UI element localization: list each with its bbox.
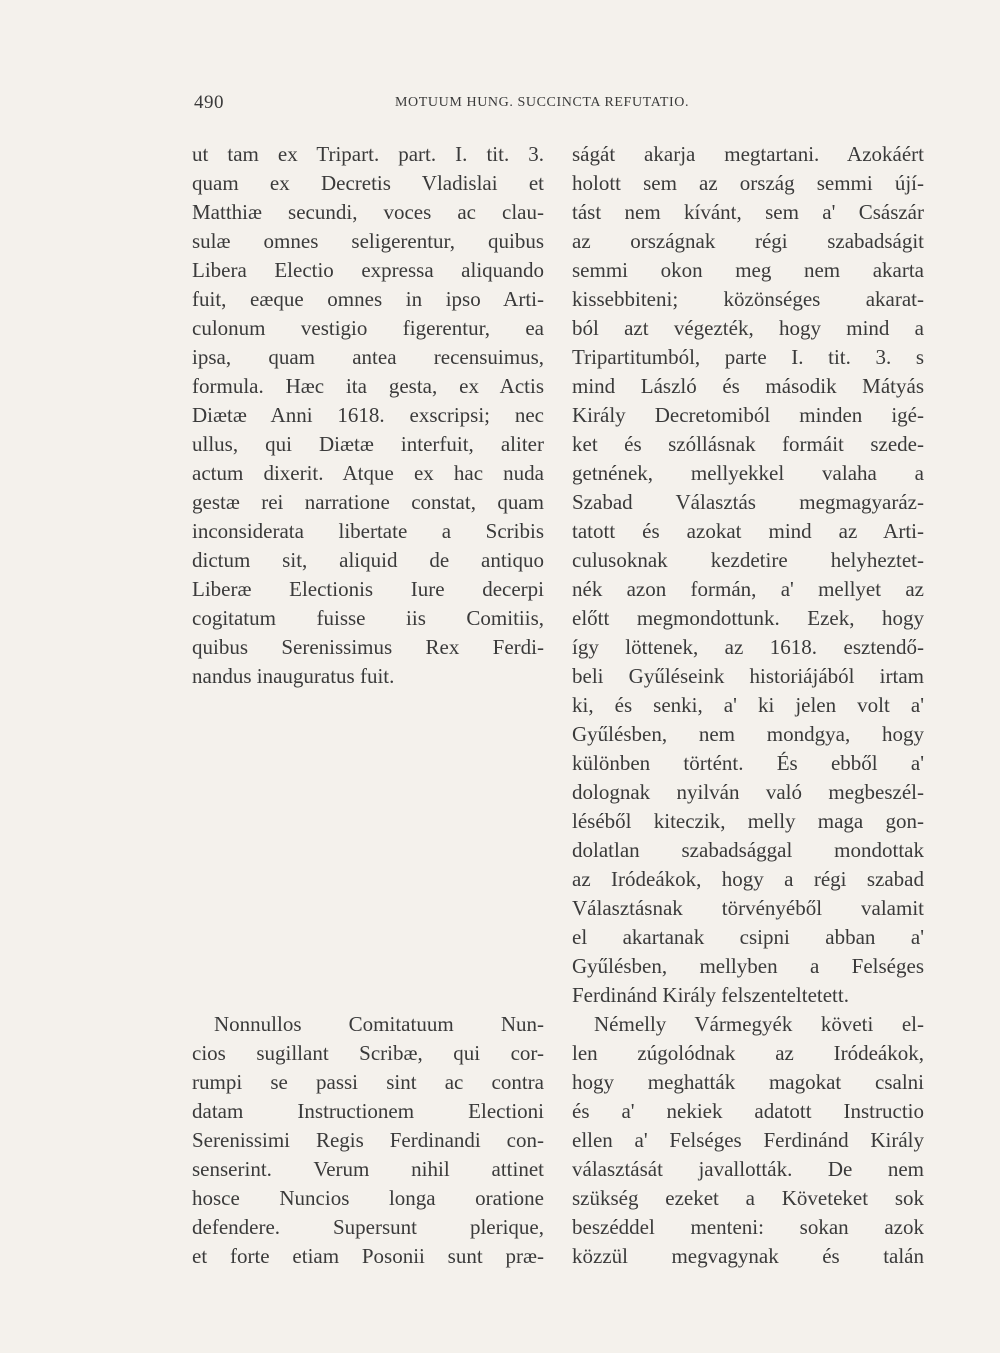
page-number: 490 (194, 92, 224, 113)
text-line: ipsa, quam antea recensuimus, (192, 345, 544, 369)
text-line: ut tam ex Tripart. part. I. tit. 3. (192, 142, 544, 166)
text-line: Matthiæ secundi, voces ac clau- (192, 200, 544, 224)
text-line: dolognak nyilván való megbeszél- (572, 780, 924, 804)
text-line: culonum vestigio figerentur, ea (192, 316, 544, 340)
hungarian-paragraph-1 (572, 140, 924, 1010)
text-line: Gyűlésben, mellyben a Felséges (572, 954, 924, 978)
latin-paragraph-2 (192, 1010, 544, 1271)
text-line: Király Decretomiból minden igé- (572, 403, 924, 427)
text-line: mind László és második Mátyás (572, 374, 924, 398)
text-line: Némelly Vármegyék követi el- (594, 1012, 924, 1036)
text-line: választását javallották. De nem (572, 1157, 924, 1181)
text-line: hogy meghatták magokat csalni (572, 1070, 924, 1094)
text-line: datam Instructionem Electioni (192, 1099, 544, 1123)
text-line: Nonnullos Comitatuum Nun- (214, 1012, 544, 1036)
text-line: ellen a' Felséges Ferdinánd Király (572, 1128, 924, 1152)
text-line: ki, és senki, a' ki jelen volt a' (572, 693, 924, 717)
text-line: holott sem az ország semmi újí- (572, 171, 924, 195)
text-line: az országnak régi szabadságit (572, 229, 924, 253)
text-line: senserint. Verum nihil attinet (192, 1157, 544, 1181)
text-line: ságát akarja megtartani. Azokáért (572, 142, 924, 166)
text-line: Tripartitumból, parte I. tit. 3. s (572, 345, 924, 369)
text-line: és a' nekiek adatott Instructio (572, 1099, 924, 1123)
text-line: léséből kiteczik, melly maga gon- (572, 809, 924, 833)
text-line: semmi okon meg nem akarta (572, 258, 924, 282)
text-line: Liberæ Electionis Iure decerpi (192, 577, 544, 601)
text-line: Serenissimi Regis Ferdinandi con- (192, 1128, 544, 1152)
text-line: beli Gyűléseink historiájából irtam (572, 664, 924, 688)
text-line: len zúgolódnak az Iródeákok, (572, 1041, 924, 1065)
text-line: Szabad Választás megmagyaráz- (572, 490, 924, 514)
text-line: hosce Nuncios longa oratione (192, 1186, 544, 1210)
text-line: nandus inauguratus fuit. (192, 664, 395, 688)
text-line: így löttenek, az 1618. esztendő- (572, 635, 924, 659)
text-line: dictum sit, aliquid de antiquo (192, 548, 544, 572)
text-line: előtt megmondottunk. Ezek, hogy (572, 606, 924, 630)
text-line: quam ex Decretis Vladislai et (192, 171, 544, 195)
hungarian-paragraph-2 (572, 1010, 924, 1271)
latin-column (192, 140, 544, 1271)
text-line: tatott és azokat mind az Arti- (572, 519, 924, 543)
text-line: szükség ezeket a Követeket sok (572, 1186, 924, 1210)
text-line: Libera Electio expressa aliquando (192, 258, 544, 282)
text-line: defendere. Supersunt plerique, (192, 1215, 544, 1239)
text-line: fuit, eæque omnes in ipso Arti- (192, 287, 544, 311)
text-line: getnének, mellyekkel valaha a (572, 461, 924, 485)
text-line: kissebbiteni; közönséges akarat- (572, 287, 924, 311)
text-line: gestæ rei narratione constat, quam (192, 490, 544, 514)
text-line: az Iródeákok, hogy a régi szabad (572, 867, 924, 891)
text-line: cios sugillant Scribæ, qui cor- (192, 1041, 544, 1065)
text-line: ból azt végezték, hogy mind a (572, 316, 924, 340)
text-line: cogitatum fuisse iis Comitiis, (192, 606, 544, 630)
text-line: beszéddel menteni: sokan azok (572, 1215, 924, 1239)
text-line: formula. Hæc ita gesta, ex Actis (192, 374, 544, 398)
text-line: Diætæ Anni 1618. exscripsi; nec (192, 403, 544, 427)
text-line: ullus, qui Diætæ interfuit, aliter (192, 432, 544, 456)
text-line: Ferdinánd Király felszenteltetett. (572, 983, 849, 1007)
text-line: Gyűlésben, nem mondgya, hogy (572, 722, 924, 746)
text-line: ket és szóllásnak formáit szede- (572, 432, 924, 456)
text-line: et forte etiam Posonii sunt præ- (192, 1244, 544, 1268)
text-line: actum dixerit. Atque ex hac nuda (192, 461, 544, 485)
text-line: sulæ omnes seligerentur, quibus (192, 229, 544, 253)
text-line: tást nem kívánt, sem a' Császár (572, 200, 924, 224)
text-line: culusoknak kezdetire helyheztet- (572, 548, 924, 572)
latin-paragraph-1 (192, 140, 544, 691)
running-head: MOTUUM HUNG. SUCCINCTA REFUTATIO. (395, 95, 690, 110)
text-line: el akartanak csipni abban a' (572, 925, 924, 949)
text-line: közzül megvagynak és talán (572, 1244, 924, 1268)
text-line: quibus Serenissimus Rex Ferdi- (192, 635, 544, 659)
text-line: nék azon formán, a' mellyet az (572, 577, 924, 601)
text-line: Választásnak törvényéből valamit (572, 896, 924, 920)
text-line: dolatlan szabadsággal mondottak (572, 838, 924, 862)
text-line: rumpi se passi sint ac contra (192, 1070, 544, 1094)
text-line: inconsiderata libertate a Scribis (192, 519, 544, 543)
text-line: különben történt. És ebből a' (572, 751, 924, 775)
hungarian-column (572, 140, 924, 1271)
